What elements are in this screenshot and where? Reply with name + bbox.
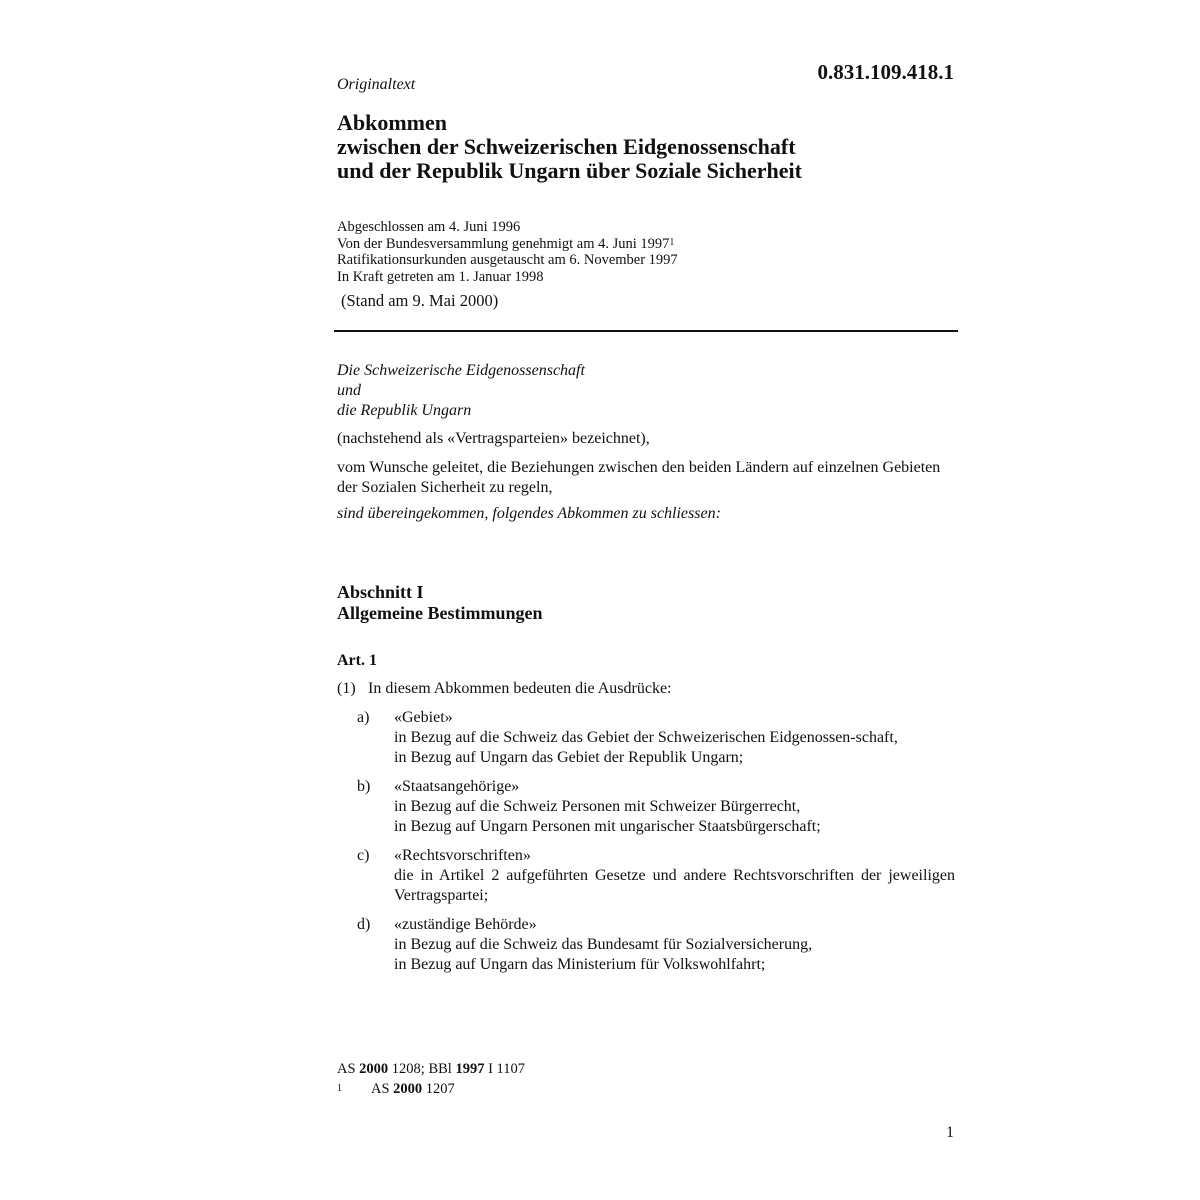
sr-number: 0.831.109.418.1 — [817, 60, 954, 84]
section-heading — [337, 582, 542, 624]
in-force-date: In Kraft getreten am 1. Januar 1998 — [337, 268, 544, 285]
section-number: Abschnitt I — [337, 582, 424, 602]
definition-line: in Bezug auf die Schweiz das Bundesamt für Sozialversicherung, — [394, 936, 813, 953]
definition-letter: c) — [357, 847, 370, 864]
definition-item — [357, 777, 955, 837]
original-text-label: Originaltext — [337, 76, 416, 93]
definition-line: in Bezug auf die Schweiz Personen mit Schweizer Bürgerrecht, — [394, 798, 801, 815]
paragraph-text: In diesem Abkommen bedeuten die Ausdrücke: — [368, 680, 672, 697]
definition-item — [357, 708, 955, 768]
party-1: Die Schweizerische Eidgenossenschaft — [337, 362, 585, 379]
designation-text: (nachstehend als «Vertragsparteien» bezeichnet), — [337, 430, 650, 447]
footnote-reference[interactable]: 1 — [669, 236, 675, 248]
metadata-block — [337, 219, 678, 285]
title-line-2: zwischen der Schweizerischen Eidgenossenschaft — [337, 134, 796, 159]
and-conjunction: und — [337, 382, 361, 399]
approved-date: Von der Bundesversammlung genehmigt am 4. Juni 1997$^1$ — [337, 235, 675, 252]
definition-letter: b) — [357, 778, 371, 795]
definition-term: «Rechtsvorschriften» — [394, 847, 531, 864]
definition-item — [357, 915, 955, 975]
source-reference: AS 2000 1208; BBl 1997 I 1107 — [337, 1061, 525, 1077]
paragraph-number: (1) — [337, 680, 356, 697]
agreed-text: sind übereingekommen, folgendes Abkommen zu schliessen: — [337, 505, 721, 522]
footnote-mark: 1 — [337, 1083, 342, 1094]
concluded-date: Abgeschlossen am 4. Juni 1996 — [337, 219, 521, 235]
definition-line: in Bezug auf Ungarn das Ministerium für Volkswohlfahrt; — [394, 956, 766, 973]
horizontal-divider — [334, 330, 958, 332]
ratified-date: Ratifikationsurkunden ausgetauscht am 6. November 1997 — [337, 252, 678, 268]
paragraph-1 — [337, 680, 671, 698]
wish-text: vom Wunsche geleitet, die Beziehungen zwischen den beiden Ländern auf einzelnen Gebieten der Sozialen Sicherheit zu regeln, — [337, 459, 941, 496]
page-number: 1 — [946, 1124, 954, 1141]
definition-letter: d) — [357, 916, 371, 933]
document-title — [337, 111, 802, 183]
footnote-1: 1 AS 2000 1207 — [337, 1081, 455, 1097]
title-line-3: und der Republik Ungarn über Soziale Sicherheit — [337, 158, 802, 183]
definition-term: «Gebiet» — [394, 709, 453, 726]
footnotes — [337, 1059, 525, 1099]
party-2: die Republik Ungarn — [337, 402, 472, 419]
definition-term: «Staatsangehörige» — [394, 778, 520, 795]
status-date: (Stand am 9. Mai 2000) — [341, 291, 499, 310]
definition-line: die in Artikel 2 aufgeführten Gesetze und andere Rechtsvorschriften der jeweiligen Vertragspartei; — [394, 867, 955, 904]
title-line-1: Abkommen — [337, 110, 448, 135]
section-title: Allgemeine Bestimmungen — [337, 603, 543, 623]
definition-line: in Bezug auf die Schweiz das Gebiet der Schweizerischen Eidgenossen-schaft, — [394, 729, 898, 746]
article-heading: Art. 1 — [337, 652, 377, 669]
definitions-list — [357, 708, 955, 984]
definition-line: in Bezug auf Ungarn Personen mit ungarischer Staatsbürgerschaft; — [394, 818, 821, 835]
definition-term: «zuständige Behörde» — [394, 916, 537, 933]
definition-letter: a) — [357, 709, 370, 726]
preamble — [337, 361, 957, 524]
definition-item — [357, 846, 955, 906]
definition-line: in Bezug auf Ungarn das Gebiet der Republik Ungarn; — [394, 749, 744, 766]
